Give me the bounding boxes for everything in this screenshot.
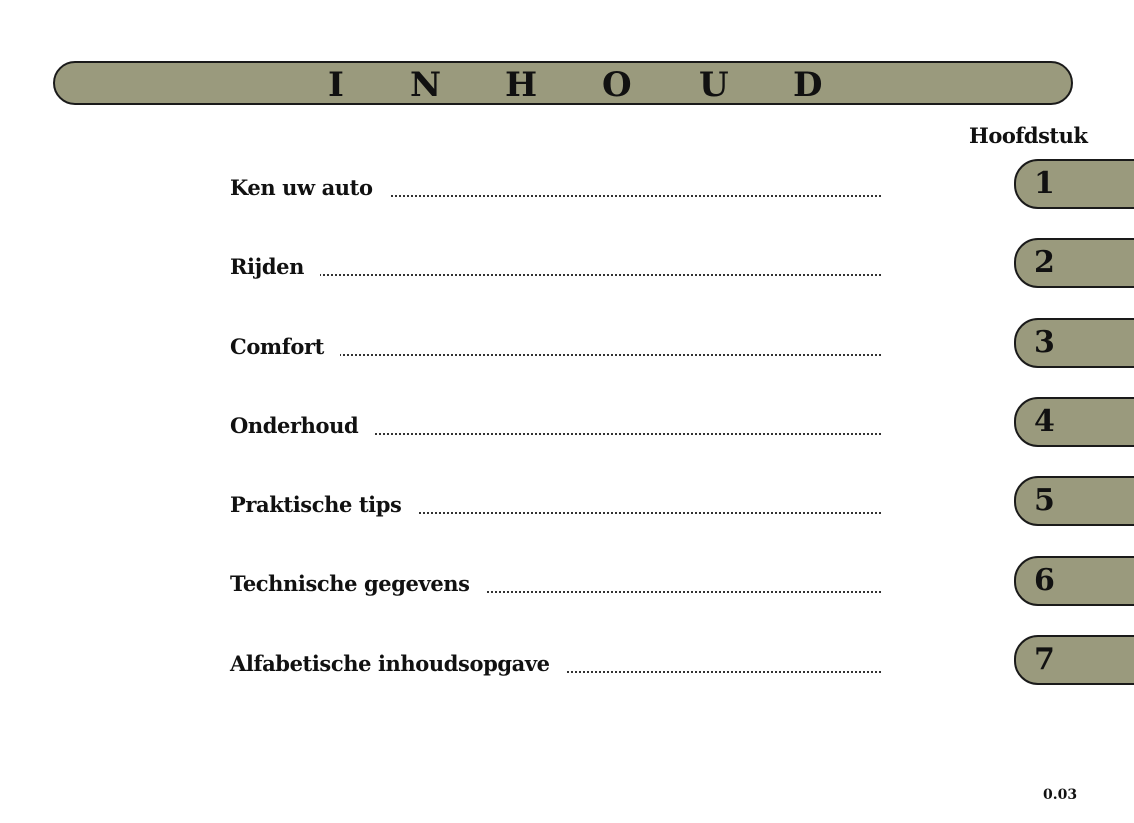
chapter-tab[interactable] (1014, 635, 1134, 685)
chapter-number: 7 (1034, 642, 1055, 677)
toc-entry-label: Ken uw auto (230, 174, 389, 202)
chapter-tab[interactable] (1014, 476, 1134, 526)
title-letter: N (410, 65, 442, 105)
title-letter: U (699, 65, 729, 105)
title-letter: D (793, 65, 823, 105)
chapter-number: 3 (1034, 325, 1055, 360)
title-banner (53, 61, 1073, 105)
title-letter: I (328, 65, 344, 105)
toc-entry[interactable] (230, 650, 881, 682)
dot-leader (230, 274, 881, 276)
chapter-tab[interactable] (1014, 238, 1134, 288)
toc-entry-label: Rijden (230, 253, 320, 281)
page-number: 0.03 (1043, 787, 1078, 803)
chapter-number: 2 (1034, 245, 1055, 280)
chapter-number: 6 (1034, 563, 1055, 598)
chapter-column-heading: Hoofdstuk (969, 123, 1088, 148)
toc-entry[interactable] (230, 253, 881, 285)
toc-entry-label: Onderhoud (230, 412, 374, 440)
chapter-tab[interactable] (1014, 159, 1134, 209)
toc-entry[interactable] (230, 412, 881, 444)
toc-entry[interactable] (230, 570, 881, 602)
chapter-tab[interactable] (1014, 318, 1134, 368)
chapter-tab[interactable] (1014, 397, 1134, 447)
toc-entry-label: Comfort (230, 333, 340, 361)
toc-entry[interactable] (230, 491, 881, 523)
chapter-number: 1 (1034, 166, 1055, 201)
toc-entry-label: Alfabetische inhoudsopgave (230, 650, 566, 678)
chapter-number: 5 (1034, 483, 1055, 518)
title-letter: H (505, 65, 538, 105)
toc-entry[interactable] (230, 174, 881, 206)
title-letter: O (602, 65, 632, 105)
toc-entry-label: Praktische tips (230, 491, 417, 519)
chapter-number: 4 (1034, 404, 1055, 439)
toc-entry[interactable] (230, 333, 881, 365)
chapter-tab[interactable] (1014, 556, 1134, 606)
toc-entry-label: Technische gegevens (230, 570, 486, 598)
